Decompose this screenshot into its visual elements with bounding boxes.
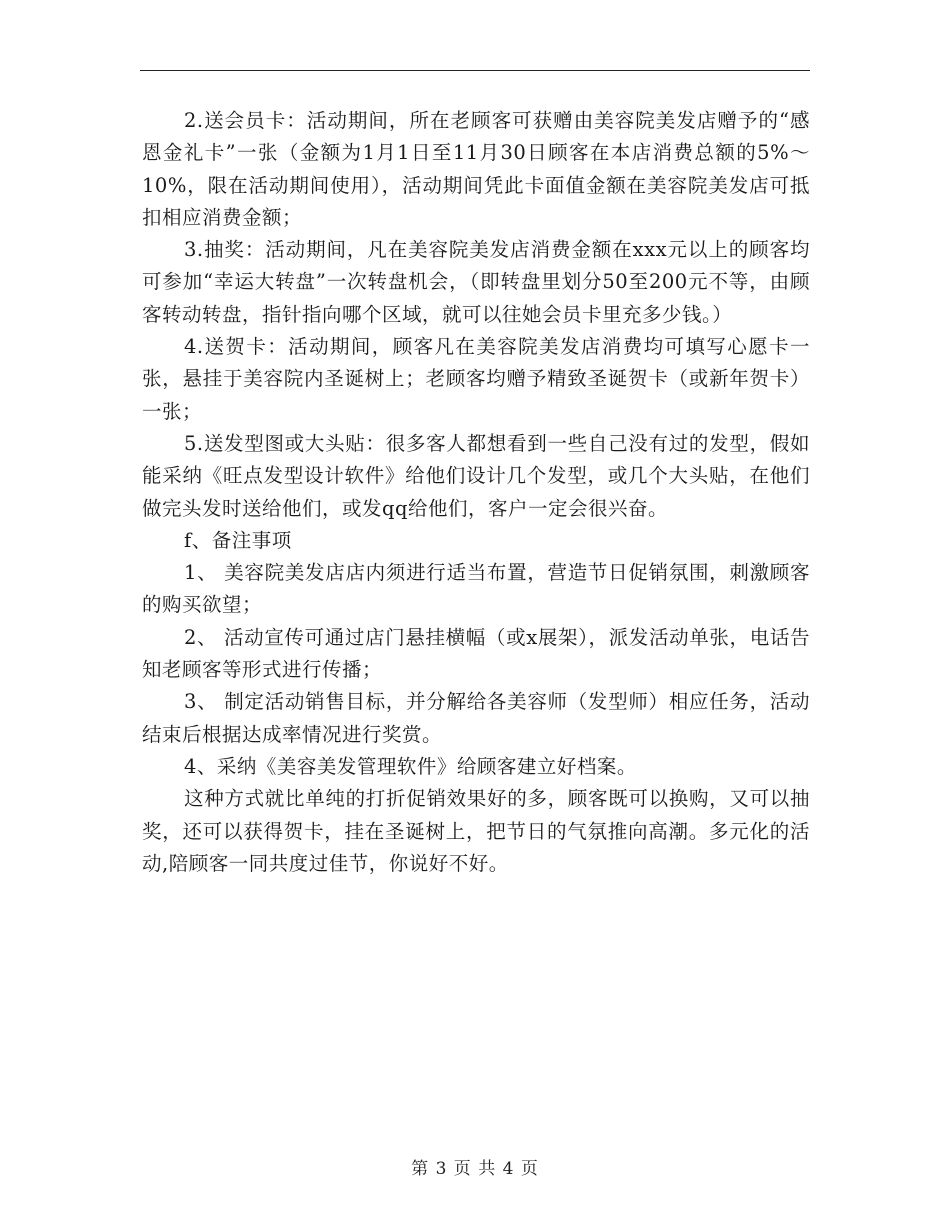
- note-item-3: 3、 制定活动销售目标，并分解给各美容师（发型师）相应任务，活动结束后根据达成率情况进行奖赏。: [142, 690, 810, 746]
- note-item-2: 2、 活动宣传可通过店门悬挂横幅（或x展架），派发活动单张，电话告知老顾客等形式进行传播；: [142, 625, 810, 682]
- footer-prefix: 第: [411, 1159, 430, 1179]
- paragraph-hairstyle-photo: 5.送发型图或大头贴：很多客人都想看到一些自己没有过的发型，假如能采纳《旺点发型设计软件》给他们设计几个发型，或几个大头贴，在他们做完头发时送给他们，或发qq给他们，客户一定会很兴奋。: [142, 431, 810, 520]
- note-item-4: 4、采纳《美容美发管理软件》给顾客建立好档案。: [184, 754, 637, 778]
- paragraph-lottery: 3.抽奖：活动期间，凡在美容院美发店消费金额在xxx元以上的顾客均可参加“幸运大转盘”一次转盘机会，（即转盘里划分50至200元不等，由顾客转动转盘，指针指向哪个区域，就可以往她会员卡里充多少钱。）: [142, 238, 810, 326]
- paragraph-membership-card: 2.送会员卡：活动期间，所在老顾客可获赠由美容院美发店赠予的“感恩金礼卡”一张（金额为1月1日至11月30日顾客在本店消费总额的5%～10%，限在活动期间使用），活动期间凭此卡面值金额在美容院美发店可抵扣相应消费金额；: [142, 109, 810, 229]
- footer-middle: 页 共: [453, 1159, 497, 1179]
- document-body: [142, 105, 810, 880]
- note-item-1: 1、 美容院美发店店内须进行适当布置，营造节日促销氛围，刺激顾客的购买欲望；: [142, 561, 810, 617]
- header-rule: [140, 70, 810, 71]
- paragraph-greeting-card: 4.送贺卡：活动期间，顾客凡在美容院美发店消费均可填写心愿卡一张，悬挂于美容院内圣诞树上；老顾客均赠予精致圣诞贺卡（或新年贺卡）一张；: [142, 335, 810, 423]
- footer-suffix: 页: [520, 1159, 539, 1179]
- total-pages-number: 4: [502, 1159, 515, 1179]
- paragraph-conclusion: 这种方式就比单纯的打折促销效果好的多，顾客既可以换购，又可以抽奖，还可以获得贺卡，挂在圣诞树上，把节日的气氛推向高潮。多元化的活动,陪顾客一同共度过佳节，你说好不好。: [142, 787, 810, 875]
- current-page-number: 3: [435, 1159, 448, 1179]
- section-heading-notes: f、备注事项: [184, 528, 292, 552]
- page-footer: [0, 1154, 950, 1179]
